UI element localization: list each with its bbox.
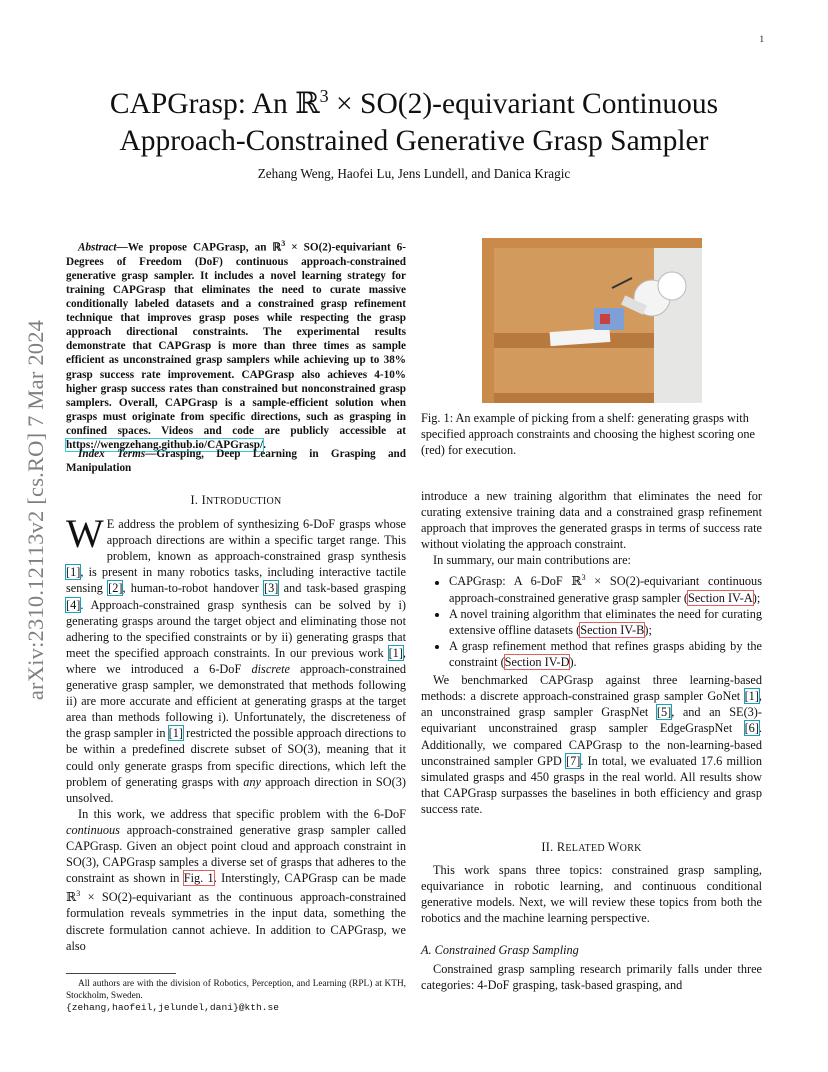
citation-link[interactable]: [5] xyxy=(656,705,672,720)
paper-title: CAPGrasp: An ℝ$^3$ × SO(2)-equivariant Continuous Approach-Constrained Generative Grasp Sampler xyxy=(109,86,719,157)
intro-continued-paragraph: introduce a new training algorithm that eliminates the need for curating extensive training data and a constrained grasp refinement approach that improves the generated grasps in terms of success rate without violating the approach constraint. xyxy=(421,489,762,552)
arxiv-id-text: arXiv:2310.12113v2 [cs.RO] 7 Mar 2024 xyxy=(23,319,49,701)
citation-link[interactable]: [4] xyxy=(66,597,81,612)
project-url-link[interactable]: https://wengzehang.github.io/CAPGrasp/ xyxy=(66,439,264,452)
citation-link[interactable]: [1] xyxy=(744,689,759,704)
right-column xyxy=(421,488,762,993)
list-item: • CAPGrasp: A 6-DoF ℝ$^3$ × SO(2)-equivariant continuous approach-constrained generative grasp sampler (Section IV-A); xyxy=(449,570,762,605)
citation-link[interactable]: [1] xyxy=(66,565,81,580)
list-item: • A grasp refinement method that refines grasps abiding by the constraint (Section IV-D). xyxy=(449,638,762,670)
shelf-robot-illustration xyxy=(482,238,702,403)
intro-paragraph-1: W E address the problem of synthesizing 6-DoF grasps whose approach directions are within a specific target range. This problem, known as approach-constrained grasp synthesis [1], is present in many robotics tasks, including interactive tactile sensing [2], human-to-robot handover [3] and task-based grasping [4]. Approach-constrained grasp synthesis can be solved by i) generating grasps around the target object and eliminating those not adhering to the specified constraints or by ii) generating grasps that meet the specified approach constraints. In our previous work [1], where we introduced a 6-DoF discrete approach-constrained generative grasp sampler, we demonstrated that methods following ii) are more accurate and efficient at generating grasps at the target area than methods following i). Unfortunately, the discreteness of the grasp sampler in [1] restricted the possible approach directions to be within a predefined discrete subset of SO(3), meaning that it could only generate grasps from specific directions, which left the problem of generating grasps with any approach direction in SO(3) unsolved. xyxy=(66,511,406,805)
citation-link[interactable]: [7] xyxy=(565,753,581,768)
figure-caption: Fig. 1: An example of picking from a shelf: generating grasps with specified approach constraints and choosing the highest scoring one (red) for execution. xyxy=(421,411,755,458)
constrained-grasp-paragraph: Constrained grasp sampling research primarily falls under three categories: 4-DoF grasping, task-based grasping, and xyxy=(421,961,762,992)
drop-cap: W xyxy=(66,511,104,557)
figure-shelf-grasp-image xyxy=(482,238,702,403)
section-heading-related-work: II. RELATED WORK xyxy=(541,839,642,854)
arxiv-sidebar-id xyxy=(6,250,66,770)
index-terms: Index Terms—Grasping, Deep Learning in Grasping and Manipulation xyxy=(66,448,406,475)
section-ref-link[interactable]: Section IV-D xyxy=(504,655,570,670)
citation-link[interactable]: [1] xyxy=(168,726,184,741)
section-heading-introduction: I. INTRODUCTION xyxy=(190,493,282,507)
page-number: 1 xyxy=(759,34,764,44)
contributions-intro: In summary, our main contributions are: xyxy=(433,553,631,568)
citation-link[interactable]: [6] xyxy=(744,721,759,736)
abstract: Abstract—We propose CAPGrasp, an ℝ$^3$ × SO(2)-equivariant 6-Degrees of Freedom (DoF) continuous approach-constrained generative grasp sampler. It includes a novel learning strategy for training CAPGrasp that eliminates the need to curate massive conditionally labeled datasets and a constrained grasp refinement technique that improves grasp poses while respecting the grasp approach directional constraints. The experimental results demonstrate that CAPGrasp is more than three times as sample efficient as unconstrained grasp samplers while achieving up to 38% grasp success rate improvement. CAPGrasp also achieves 4-10% higher grasp success rates than constrained but nonconstrained grasp samplers. Overall, CAPGrasp is a sample-efficient solution when grasps must originate from specific directions, such as grasping in confined spaces. Videos and code are publicly accessible at https://wengzehang.github.io/CAPGrasp/. xyxy=(66,239,406,452)
figure-ref-link[interactable]: Fig. 1 xyxy=(183,871,214,886)
section-ref-link[interactable]: Section IV-A xyxy=(688,590,753,605)
benchmark-paragraph: We benchmarked CAPGrasp against three learning-based methods: a discrete approach-constrained grasp sampler GoNet [1], an unconstrained grasp sampler GraspNet [5], and an SE(3)-equivariant unconstrained grasp sampler EdgeGraspNet [6]. Additionally, we compared CAPGrasp to the non-learning-based unconstrained sampler GPD [7]. In total, we evaluated 17.6 million simulated grasps and 450 grasps in the real world. All results show that CAPGrasp surpasses the baselines in both efficiency and grasp success rate. xyxy=(421,673,762,816)
author-emails: {zehang,haofeil,jelundel,dani}@kth.se xyxy=(66,1002,280,1013)
section-introduction xyxy=(66,492,406,954)
related-work-paragraph: This work spans three topics: constrained grasp sampling, equivariance in robotic learning, and continuous conditional generative models. Next, we will review these topics from both the robotics and the machine learning perspective. xyxy=(421,863,762,926)
contributions-list xyxy=(421,570,762,670)
citation-link[interactable]: [2] xyxy=(108,581,123,596)
author-list: Zehang Weng, Haofei Lu, Jens Lundell, and Danica Kragic xyxy=(257,166,571,181)
affiliation-footnote: All authors are with the division of Robotics, Perception, and Learning (RPL) at KTH, Stockholm, Sweden. {zehang,haofeil,jelundel,dani}@kth.se xyxy=(66,976,406,1014)
subsection-heading: A. Constrained Grasp Sampling xyxy=(421,943,579,958)
list-item: • A novel training algorithm that eliminates the need for curating extensive offline datasets (Section IV-B); xyxy=(449,606,762,638)
citation-link[interactable]: [1] xyxy=(388,645,403,660)
citation-link[interactable]: [3] xyxy=(264,581,279,596)
section-ref-link[interactable]: Section IV-B xyxy=(580,622,645,637)
intro-paragraph-2: In this work, we address that specific problem with the 6-DoF continuous approach-constrained generative grasp sampler called CAPGrasp. Given an object point cloud and approach constraint in SO(3), CAPGrasp samples a diverse set of grasps that adheres to the constraint as shown in Fig. 1. Interstingly, CAPGrasp can be made ℝ$^3$ × SO(2)-equivariant as the continuous approach-constrained formulation reveals symmetries in the input data, something the discrete formulation cannot achieve. In addition to CAPGrasp, we also xyxy=(66,806,406,953)
